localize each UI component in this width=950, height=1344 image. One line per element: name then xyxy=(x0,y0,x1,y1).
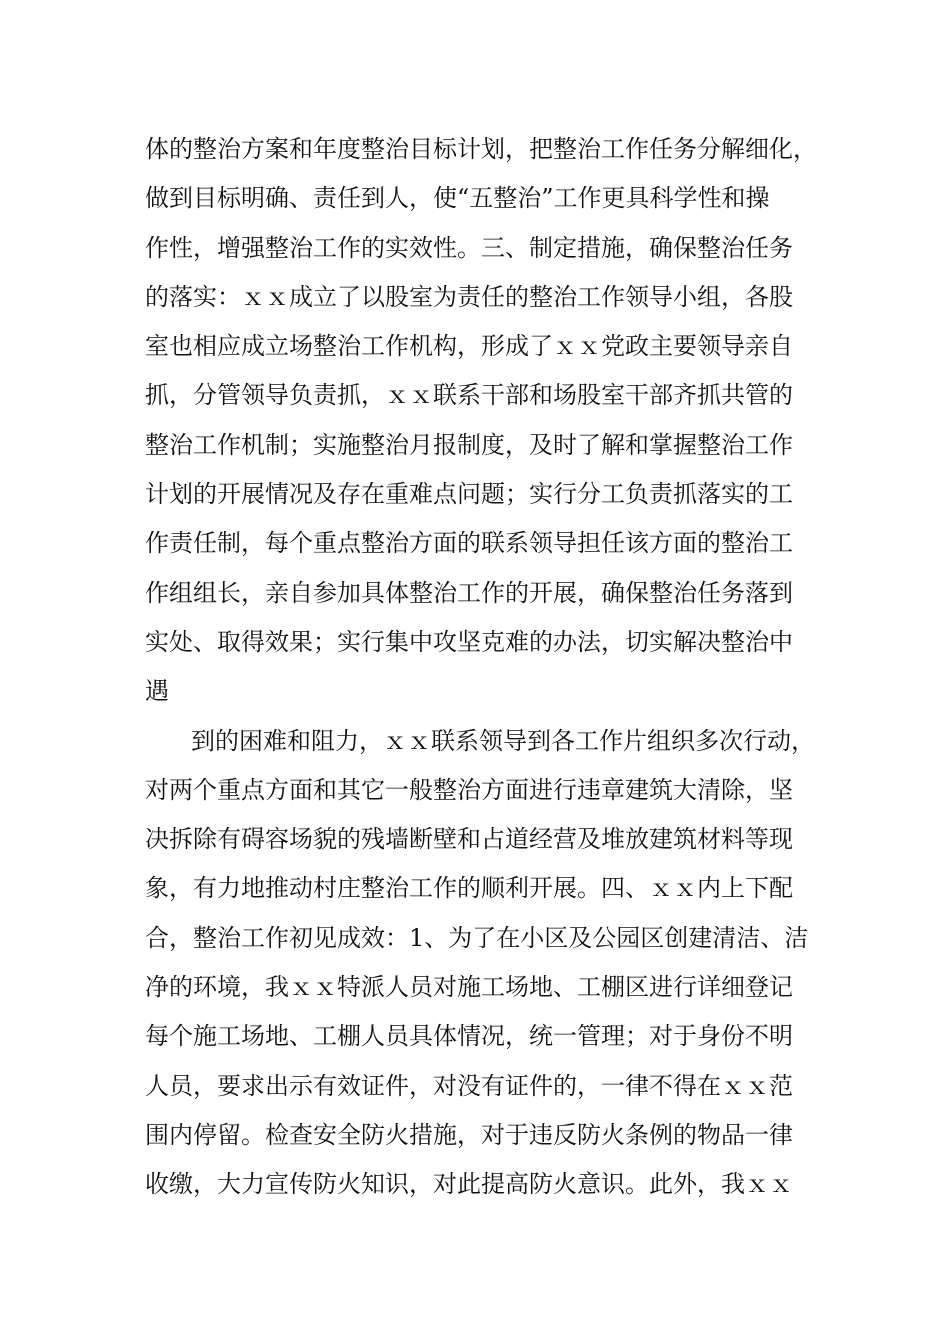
text-line: 净的环境，我ｘｘ特派人员对施工场地、工棚区进行详细登记 xyxy=(145,973,793,1002)
text-line: 合，整治工作初见成效：1、为了在小区及公园区创建清洁、洁 xyxy=(145,923,809,952)
text-line: 每个施工场地、工棚人员具体情况，统一管理；对于身份不明 xyxy=(145,1022,793,1051)
body-text xyxy=(145,125,835,1210)
text-line: 收缴，大力宣传防火知识，对此提高防火意识。此外，我ｘｘ xyxy=(145,1170,793,1199)
text-line: 决拆除有碍容场貌的残墙断壁和占道经营及堆放建筑材料等现 xyxy=(145,825,793,854)
text-line: 作组组长，亲自参加具体整治工作的开展，确保整治任务落到 xyxy=(145,578,793,607)
text-line: 对两个重点方面和其它一般整治方面进行违章建筑大清除，坚 xyxy=(145,775,793,804)
text-line: 作性，增强整治工作的实效性。三、制定措施，确保整治任务 xyxy=(145,233,793,262)
text-line: 体的整治方案和年度整治目标计划，把整治工作任务分解细化， xyxy=(145,135,817,163)
text-line: 的落实：ｘｘ成立了以股室为责任的整治工作领导小组，各股 xyxy=(145,282,793,311)
text-line: 整治工作机制；实施整治月报制度，及时了解和掌握整治工作 xyxy=(145,430,793,459)
text-line: 象，有力地推动村庄整治工作的顺利开展。四、ｘｘ内上下配 xyxy=(145,874,793,903)
text-line: 围内停留。检查安全防火措施，对于违反防火条例的物品一律 xyxy=(145,1120,793,1149)
paragraph-first-line: 到的困难和阻力，ｘｘ联系领导到各工作片组织多次行动， xyxy=(191,726,815,755)
text-line: 遇 xyxy=(145,677,169,706)
text-line: 人员，要求出示有效证件，对没有证件的，一律不得在ｘｘ范 xyxy=(145,1071,793,1100)
text-line: 室也相应成立场整治工作机构，形成了ｘｘ党政主要领导亲自 xyxy=(145,332,793,361)
text-line: 抓，分管领导负责抓，ｘｘ联系干部和场股室干部齐抓共管的 xyxy=(145,381,793,410)
text-line: 计划的开展情况及存在重难点问题；实行分工负责抓落实的工 xyxy=(145,480,793,509)
text-line: 作责任制，每个重点整治方面的联系领导担任该方面的整治工 xyxy=(145,529,793,558)
text-line: 做到目标明确、责任到人，使“五整治”工作更具科学性和操 xyxy=(145,184,770,213)
text-line: 实处、取得效果；实行集中攻坚克难的办法，切实解决整治中 xyxy=(145,627,793,656)
